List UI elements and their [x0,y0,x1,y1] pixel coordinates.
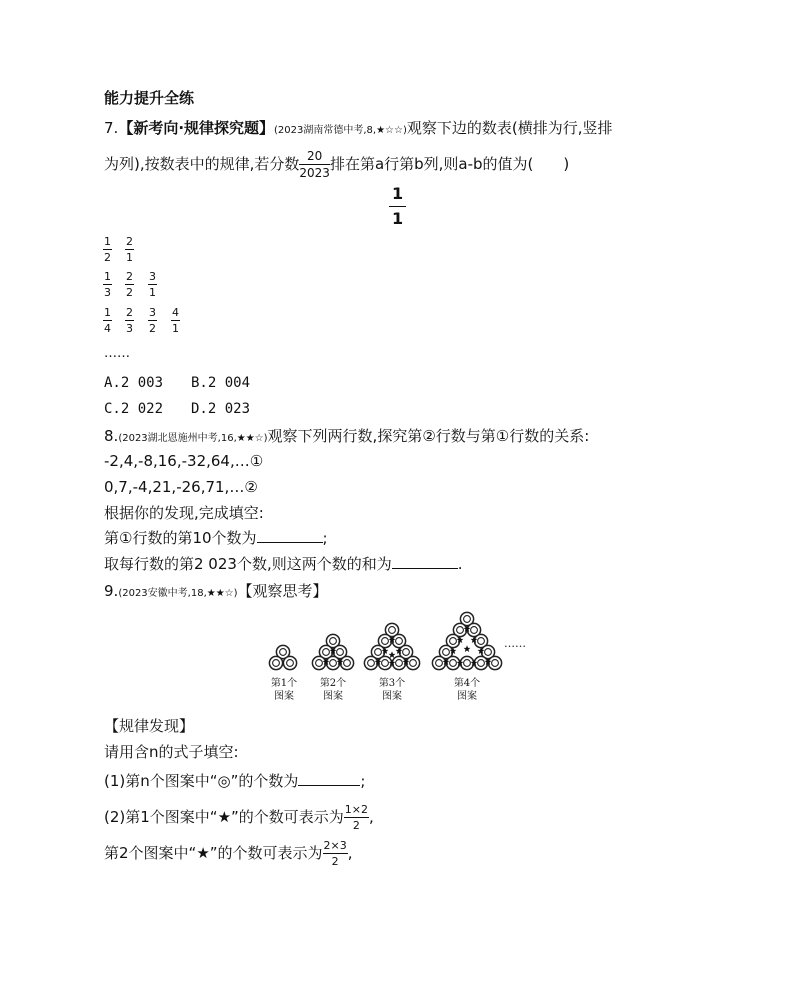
caption-3-line-1: 第3个 [378,678,406,689]
caption-2-line-1: 第2个 [319,678,347,689]
cell-den: 1 [172,322,179,335]
ring-icon [432,656,445,669]
cell-den: 2 [126,286,133,299]
caption-1-line-1: 第1个 [270,678,298,689]
q9-instruction: 请用含n的式子填空: [104,743,239,761]
q7-number: 7. [104,119,119,137]
ring-icon [326,656,339,669]
cell-den: 4 [104,322,111,335]
ring-icon [392,656,405,669]
q9-part-3-num: 2×3 [323,839,347,852]
q8-prompt: 根据你的发现,完成填空: [104,504,264,522]
q9-part-3-text: 第2个图案中“★”的个数可表示为 [104,844,323,862]
q9-part-3-den: 2 [331,855,339,868]
cell-num: 3 [149,270,156,283]
cell-den: 3 [104,286,111,299]
ring-icon [378,656,391,669]
q9-rule-tag: 【规律发现】 [104,717,195,735]
q8-fill-1-end: ; [322,529,328,547]
cell-num: 2 [126,306,133,319]
ring-icon [488,656,501,669]
q9-part-2-den: 2 [352,819,360,832]
table-ellipsis: …… [104,346,130,361]
q9-blank-1[interactable] [298,771,360,786]
table-top-num: 1 [389,186,406,207]
q7-tag: 【新考向·规律探究题】 [118,119,275,137]
q7-options-cd: C.2 022 D.2 023 [104,401,251,417]
table-top-den: 1 [392,209,404,228]
q9-tag: 【观察思考】 [237,582,328,600]
cell-num: 2 [126,235,133,248]
q8-row-2: 0,7,-4,21,-26,71,…② [104,478,258,496]
caption-4 [449,677,485,703]
caption-1-line-2: 图案 [274,691,294,702]
ring-icon [312,656,325,669]
q7-text-1: 观察下边的数表(横排为行,竖排 [406,119,613,137]
cell-num: 3 [149,306,156,319]
ring-icon [340,656,353,669]
q9-part-1-end: ; [360,772,366,790]
q7-text-2b: 排在第a行第b列,则a-b的值为( ) [329,155,570,173]
cell-num: 2 [126,270,133,283]
q9-number: 9. [104,582,119,600]
q9-part-1 [104,771,365,791]
pattern-2 [312,634,353,669]
cell-num: 1 [104,270,111,283]
q9-part-2-end: , [369,808,374,826]
q8-text: 观察下列两行数,探究第②行数与第①行数的关系: [267,427,590,445]
pattern-ellipsis: …… [504,637,526,650]
q7-fraction-den: 2023 [299,166,330,180]
q8-fill-2-text: 取每行数的第2 023个数,则这两个数的和为 [104,555,392,573]
pattern-3 [364,623,419,669]
q8-fill-1-text: 第①行数的第10个数为 [104,529,257,547]
pattern-4 [432,612,501,669]
star-icon [389,651,396,658]
q9-part-3 [104,840,353,867]
ring-icon [406,656,419,669]
q7-source: (2023湖南常德中考,8,★☆☆) [274,125,407,136]
q8-source: (2023湖北恩施州中考,16,★★☆) [118,433,268,444]
cell-num: 4 [172,306,179,319]
q9-source: (2023安徽中考,18,★★☆) [118,588,238,599]
cell-den: 3 [126,322,133,335]
cell-den: 1 [149,286,156,299]
caption-3 [374,677,410,703]
cell-num: 1 [104,306,111,319]
q7-fraction-num: 20 [299,150,330,165]
q8-row-1: -2,4,-8,16,-32,64,…① [104,452,264,470]
caption-2-line-2: 图案 [323,691,343,702]
q8-number: 8. [104,427,119,445]
q9-part-3-end: , [347,844,353,862]
cell-den: 2 [149,322,156,335]
q9-part-2-num: 1×2 [344,803,369,816]
ring-icon [446,656,459,669]
q8-fill-2-end: . [457,555,463,573]
cell-den: 2 [104,251,111,264]
ring-icon [460,656,473,669]
caption-3-line-2: 图案 [382,691,402,702]
ring-icon [283,656,296,669]
cell-num: 1 [104,235,111,248]
star-icon [464,645,471,652]
cell-den: 1 [126,251,133,264]
ring-icon [364,656,377,669]
caption-2 [315,677,351,703]
q9-part-3-fraction [323,840,348,867]
q9-part-2-text: (2)第1个图案中“★”的个数可表示为 [104,808,344,826]
q9-part-2 [104,804,374,831]
q7-text-2a: 为列),按数表中的规律,若分数 [104,155,300,173]
caption-1 [266,677,302,703]
q7-options-ab: A.2 003 B.2 004 [104,375,251,391]
q9-part-2-fraction [344,804,369,831]
pattern-1 [269,645,296,669]
caption-4-line-1: 第4个 [453,678,481,689]
section-title: 能力提升全练 [104,89,195,107]
ring-icon [474,656,487,669]
caption-4-line-2: 图案 [457,691,477,702]
ring-icon [269,656,282,669]
q9-part-1-text: (1)第n个图案中“◎”的个数为 [104,772,299,790]
